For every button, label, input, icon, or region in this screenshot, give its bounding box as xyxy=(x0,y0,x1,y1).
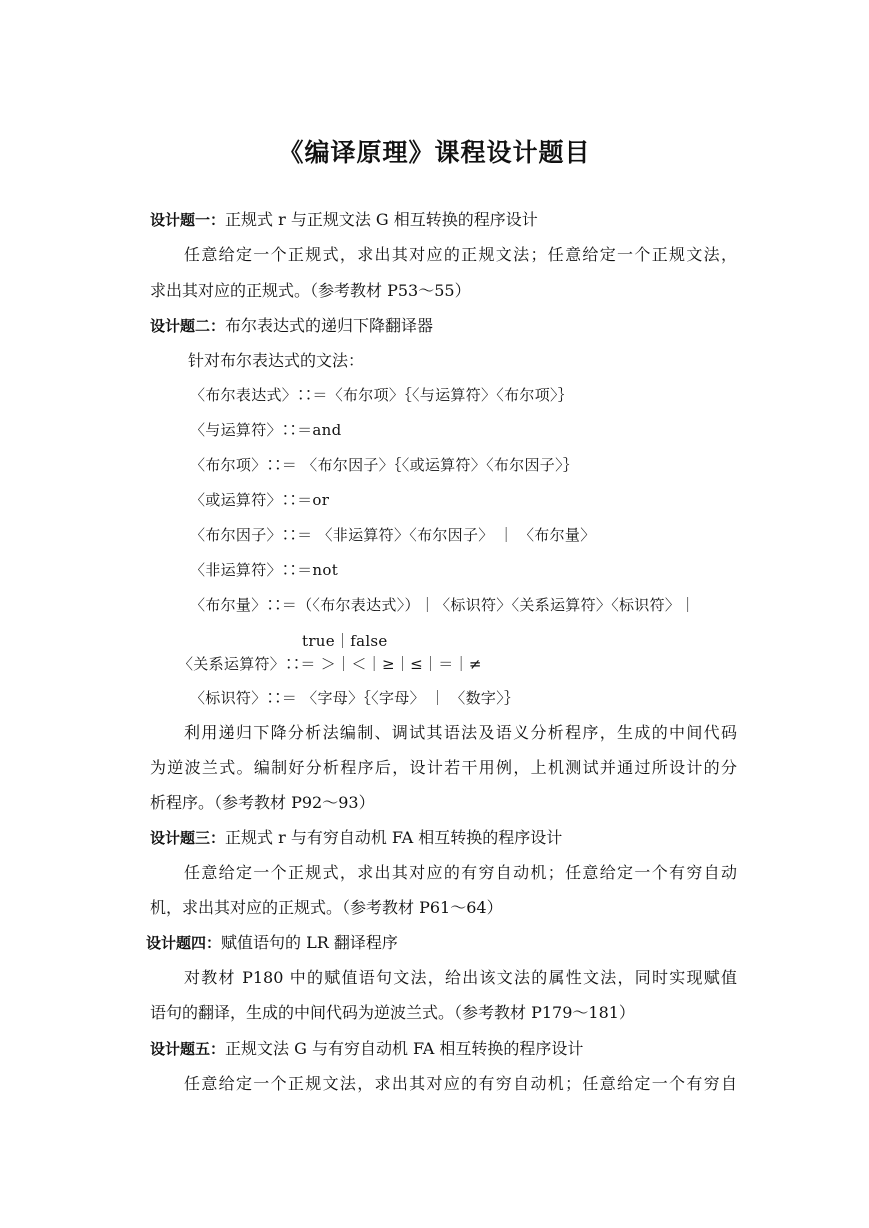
topic-4-desc-line-2: 语句的翻译，生成的中间代码为逆波兰式。（参考教材 P179～181） xyxy=(150,1003,635,1022)
topic-2-subject: 布尔表达式的递归下降翻译器 xyxy=(225,316,434,335)
grammar-rule-8: 〈关系运算符〉∷＝ ＞｜＜｜≥｜≤｜＝｜≠ xyxy=(178,655,482,673)
topic-1-heading-line xyxy=(150,209,538,231)
grammar-rule-1: 〈布尔表达式〉∷＝〈布尔项〉｛〈与运算符〉〈布尔项〉｝ xyxy=(190,386,574,404)
topic-3-heading-line xyxy=(150,827,562,849)
topic-1-desc-line-1: 任意给定一个正规式，求出其对应的正规文法；任意给定一个正规文法， xyxy=(184,245,737,264)
grammar-rule-9: 〈标识符〉∷＝ 〈字母〉｛〈字母〉 ｜ 〈数字〉｝ xyxy=(190,689,520,707)
topic-2-desc-line-1: 利用递归下降分析法编制、调试其语法及语义分析程序，生成的中间代码 xyxy=(184,723,737,742)
topic-1-desc-line-2: 求出其对应的正规式。（参考教材 P53～55） xyxy=(150,281,471,300)
topic-4-subject: 赋值语句的 LR 翻译程序 xyxy=(221,933,398,952)
grammar-rule-3: 〈布尔项〉∷＝ 〈布尔因子〉｛〈或运算符〉〈布尔因子〉｝ xyxy=(190,456,579,474)
topic-2-desc-line-3: 析程序。（参考教材 P92～93） xyxy=(150,793,375,812)
topic-3-subject: 正规式 r 与有穷自动机 FA 相互转换的程序设计 xyxy=(225,828,563,847)
topic-3-label: 设计题三： xyxy=(150,829,226,847)
topic-4-label: 设计题四： xyxy=(146,934,222,952)
topic-5-desc-line-1: 任意给定一个正规文法，求出其对应的有穷自动机；任意给定一个有穷自 xyxy=(184,1074,737,1093)
topic-5-label: 设计题五： xyxy=(150,1040,226,1058)
topic-1-subject: 正规式 r 与正规文法 G 相互转换的程序设计 xyxy=(225,210,538,229)
topic-5-subject: 正规文法 G 与有穷自动机 FA 相互转换的程序设计 xyxy=(225,1039,584,1058)
topic-1-label: 设计题一： xyxy=(150,211,226,229)
topic-2-label: 设计题二： xyxy=(150,317,226,335)
grammar-rule-5: 〈布尔因子〉∷＝ 〈非运算符〉〈布尔因子〉 ｜ 〈布尔量〉 xyxy=(190,526,596,544)
topic-2-desc-line-2: 为逆波兰式。编制好分析程序后，设计若干用例，上机测试并通过所设计的分 xyxy=(150,758,737,777)
topic-4-heading-line xyxy=(146,932,398,954)
topic-3-desc-line-2: 机，求出其对应的正规式。（参考教材 P61～64） xyxy=(150,898,503,917)
grammar-rule-7: 〈布尔量〉∷＝（〈布尔表达式〉）｜〈标识符〉〈关系运算符〉〈标识符〉｜ xyxy=(190,596,696,614)
page-title: 《编译原理》课程设计题目 xyxy=(278,138,591,167)
grammar-rule-6: 〈非运算符〉∷＝not xyxy=(190,561,339,579)
topic-5-heading-line xyxy=(150,1038,583,1060)
topic-4-desc-line-1: 对教材 P180 中的赋值语句文法，给出该文法的属性文法，同时实现赋值 xyxy=(184,968,737,987)
topic-3-desc-line-1: 任意给定一个正规式，求出其对应的有穷自动机；任意给定一个有穷自动 xyxy=(184,863,737,882)
topic-2-heading-line xyxy=(150,315,433,337)
grammar-rule-4: 〈或运算符〉∷＝or xyxy=(190,491,330,509)
grammar-rule-7-continuation: true｜false xyxy=(302,632,388,650)
topic-2-intro: 针对布尔表达式的文法： xyxy=(188,351,365,370)
grammar-rule-2: 〈与运算符〉∷＝and xyxy=(190,421,342,439)
